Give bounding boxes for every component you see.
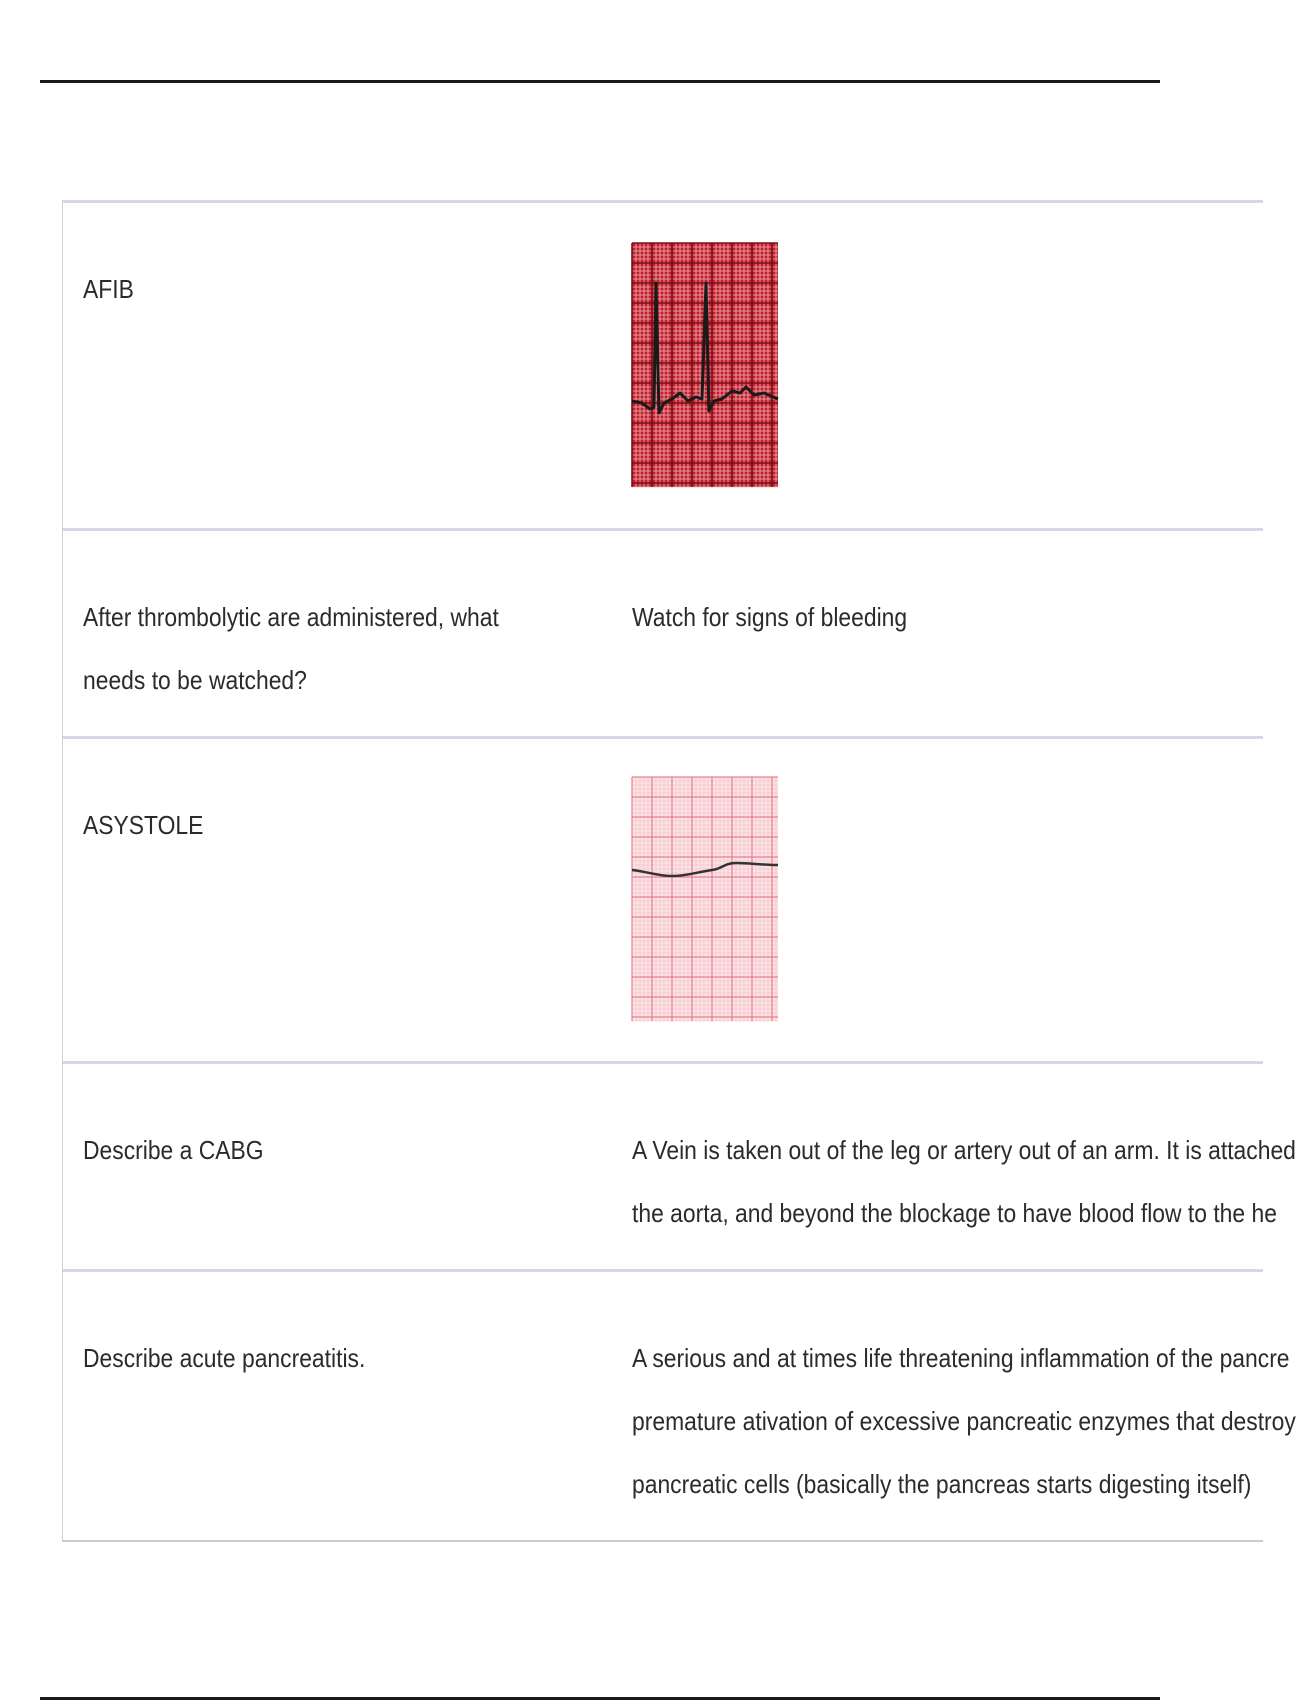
card-definition	[632, 1327, 1296, 1516]
card-term: Describe acute pancreatitis.	[83, 1343, 366, 1373]
card-term: AFIB	[83, 274, 134, 304]
table-row	[63, 739, 1263, 1064]
table-row	[63, 531, 1263, 739]
definition-line: A serious and at times life threatening inflammation of the pancre	[632, 1343, 1290, 1373]
definition-line: pancreatic cells (basically the pancreas starts digesting itself)	[632, 1469, 1252, 1499]
card-term: ASYSTOLE	[83, 810, 204, 840]
top-rule	[40, 80, 1160, 83]
card-term: After thrombolytic are administered, what needs to be watched?	[83, 602, 499, 695]
definition-line: A Vein is taken out of the leg or artery out of an arm. It is attached	[632, 1135, 1296, 1165]
table-row	[63, 203, 1263, 531]
table-row	[63, 1064, 1296, 1272]
table-row	[63, 1272, 1296, 1542]
definition-line: premature ativation of excessive pancreatic enzymes that destroy	[632, 1406, 1296, 1436]
card-definition: Watch for signs of bleeding	[632, 602, 908, 632]
ecg-asystole-image	[632, 777, 778, 1021]
card-term: Describe a CABG	[83, 1135, 264, 1165]
ecg-afib-image	[632, 243, 778, 487]
card-definition	[632, 1119, 1296, 1245]
definition-line: the aorta, and beyond the blockage to have blood flow to the he	[632, 1198, 1277, 1228]
flashcard-table	[62, 200, 1296, 1542]
